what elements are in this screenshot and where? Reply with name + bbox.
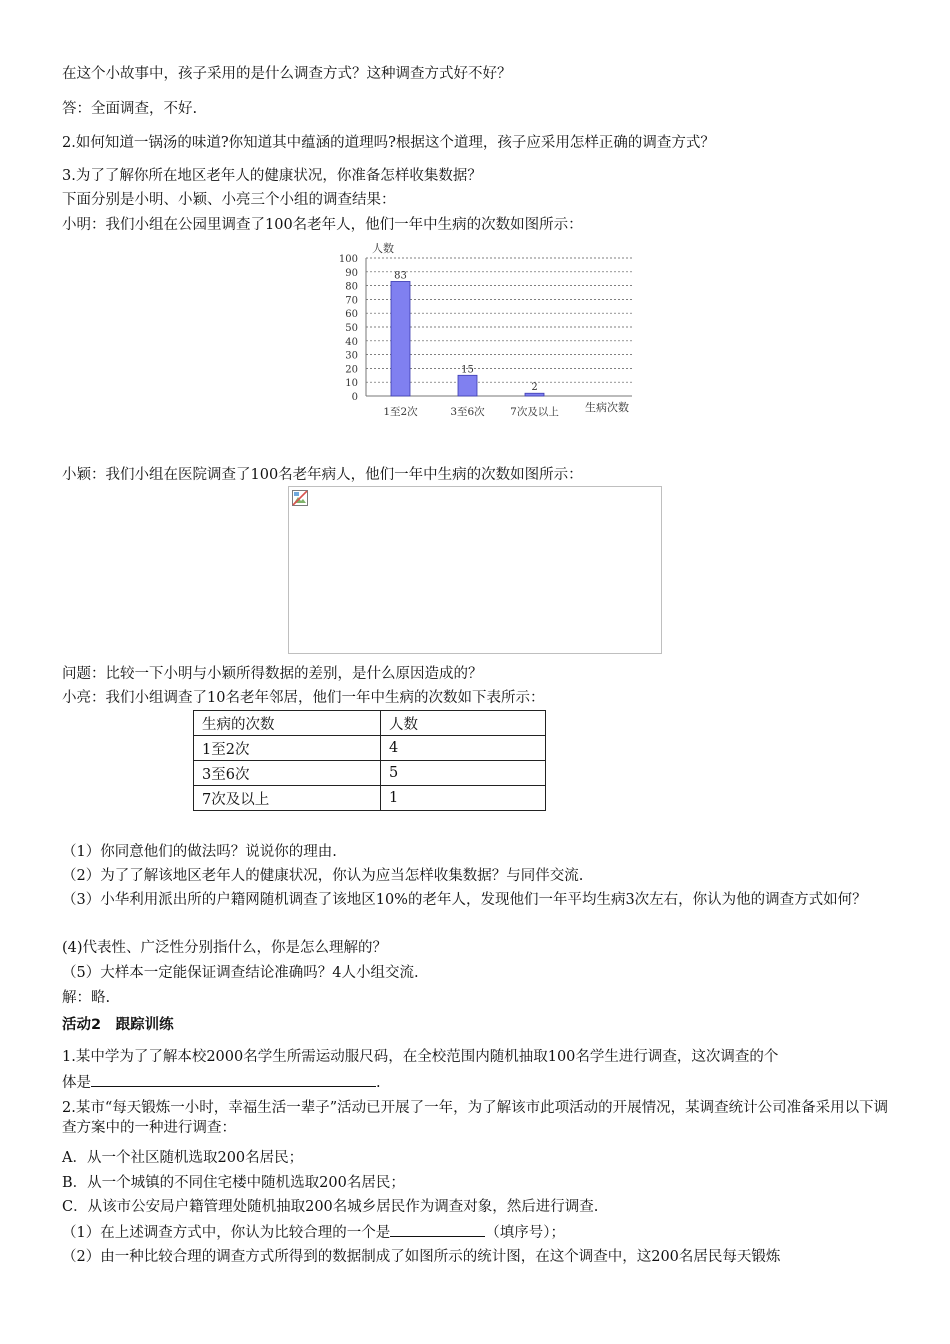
xiaoliang-text: 小亮：我们小组调查了10名老年邻居，他们一年中生病的次数如下表所示： xyxy=(62,690,545,706)
illness-bar-chart xyxy=(330,238,642,424)
chart-y-tick: 80 xyxy=(345,281,358,293)
choice-label: （1）在上述调查方式中，你认为比较合理的一个是 xyxy=(62,1225,391,1241)
exercise-1-line-2 xyxy=(62,1072,381,1093)
table-row xyxy=(194,786,546,811)
chart-bar xyxy=(525,393,544,396)
xiaoying-text: 小颖：我们小组在医院调查了100名老年病人，他们一年中生病的次数如图所示： xyxy=(62,467,583,483)
table-row xyxy=(194,761,546,786)
chart-data-label: 83 xyxy=(394,270,407,282)
chart-y-tick: 30 xyxy=(345,350,358,362)
chart-bar xyxy=(458,375,477,396)
table-cell: 7次及以上 xyxy=(194,786,381,811)
table-header-row xyxy=(194,711,546,736)
table-cell: 3至6次 xyxy=(194,761,381,786)
question-intro: 在这个小故事中，孩子采用的是什么调查方式？这种调查方式好不好？ xyxy=(62,66,512,82)
sub-question-5: （5）大样本一定能保证调查结论准确吗？4人小组交流. xyxy=(62,965,419,981)
question-3: 3.为了了解你所在地区老年人的健康状况，你准备怎样收集数据？ xyxy=(62,168,482,184)
choice-hint: （填序号）； xyxy=(485,1225,565,1241)
option-c: C．从该市公安局户籍管理处随机抽取200名城乡居民作为调查对象，然后进行调查. xyxy=(62,1199,599,1215)
chart-x-tick: 7次及以上 xyxy=(510,406,559,418)
table-header-cell: 生病的次数 xyxy=(194,711,381,736)
chart-y-tick: 70 xyxy=(345,295,358,307)
chart-y-tick: 10 xyxy=(345,378,358,390)
chart-x-label: 生病次数 xyxy=(585,401,629,414)
chart-y-tick: 40 xyxy=(345,336,358,348)
exercise-1-line-1: 1.某中学为了了解本校2000名学生所需运动服尺码，在全校范围内随机抽取100名学生进行调查，这次调查的个 xyxy=(62,1049,779,1065)
option-b: B．从一个城镇的不同住宅楼中随机选取200名居民； xyxy=(62,1175,405,1191)
sub-question-stats: （2）由一种比较合理的调查方式所得到的数据制成了如图所示的统计图，在这个调查中，这200名居民每天锻炼 xyxy=(62,1249,781,1265)
table-row xyxy=(194,736,546,761)
xiaoming-text: 小明：我们小组在公园里调查了100名老年人，他们一年中生病的次数如图所示： xyxy=(62,217,583,233)
chart-y-tick: 20 xyxy=(345,364,358,376)
sub-question-2: （2）为了了解该地区老年人的健康状况，你认为应当怎样收集数据？与同伴交流. xyxy=(62,868,584,884)
chart-data-label: 2 xyxy=(531,382,538,394)
broken-image-icon xyxy=(292,490,308,506)
activity-heading: 活动2 跟踪训练 xyxy=(62,1017,174,1033)
table-cell: 5 xyxy=(381,761,546,786)
sub-question-4: (4)代表性、广泛性分别指什么，你是怎么理解的？ xyxy=(62,940,388,956)
exercise-1-end: . xyxy=(376,1075,381,1091)
table-cell: 1 xyxy=(381,786,546,811)
sub-question-3: （3）小华利用派出所的户籍网随机调查了该地区10%的老年人，发现他们一年平均生病3次左右，你认为他的调查方式如何？ xyxy=(62,892,867,908)
table-cell: 1至2次 xyxy=(194,736,381,761)
answer-1: 答：全面调查，不好. xyxy=(62,101,198,117)
table-cell: 4 xyxy=(381,736,546,761)
table-header-cell: 人数 xyxy=(381,711,546,736)
chart-y-tick: 60 xyxy=(345,309,358,321)
problem-text: 问题：比较一下小明与小颖所得数据的差别，是什么原因造成的？ xyxy=(62,666,483,682)
chart-y-tick: 100 xyxy=(338,254,358,265)
missing-chart-image xyxy=(288,486,662,654)
solution-text: 解：略. xyxy=(62,990,111,1006)
answer-blank-1[interactable] xyxy=(91,1072,376,1087)
answer-blank-2[interactable] xyxy=(390,1222,485,1237)
question-2: 2.如何知道一锅汤的味道?你知道其中蕴涵的道理吗?根据这个道理，孩子应采用怎样正确的调查方式？ xyxy=(62,135,715,151)
exercise-2-text: 2.某市“每天锻炼一小时，幸福生活一辈子”活动已开展了一年，为了解该市此项活动的开展情况，某调查统计公司准备采用以下调查方案中的一种进行调查： xyxy=(62,1100,889,1136)
illness-table xyxy=(193,710,546,811)
chart-y-tick: 0 xyxy=(351,392,358,403)
chart-x-tick: 3至6次 xyxy=(450,406,485,418)
chart-data-label: 15 xyxy=(461,364,474,376)
chart-y-label: 人数 xyxy=(372,242,394,255)
sub-question-1: （1）你同意他们的做法吗？说说你的理由. xyxy=(62,844,337,860)
sub-question-choice xyxy=(62,1222,565,1243)
chart-y-tick: 90 xyxy=(345,267,358,279)
chart-y-tick: 50 xyxy=(345,323,358,334)
chart-x-tick: 1至2次 xyxy=(383,406,418,418)
results-intro: 下面分别是小明、小颖、小亮三个小组的调查结果： xyxy=(62,192,396,208)
option-a: A．从一个社区随机选取200名居民； xyxy=(62,1150,304,1166)
exercise-1-label: 体是 xyxy=(62,1075,91,1091)
chart-bar xyxy=(391,281,410,396)
